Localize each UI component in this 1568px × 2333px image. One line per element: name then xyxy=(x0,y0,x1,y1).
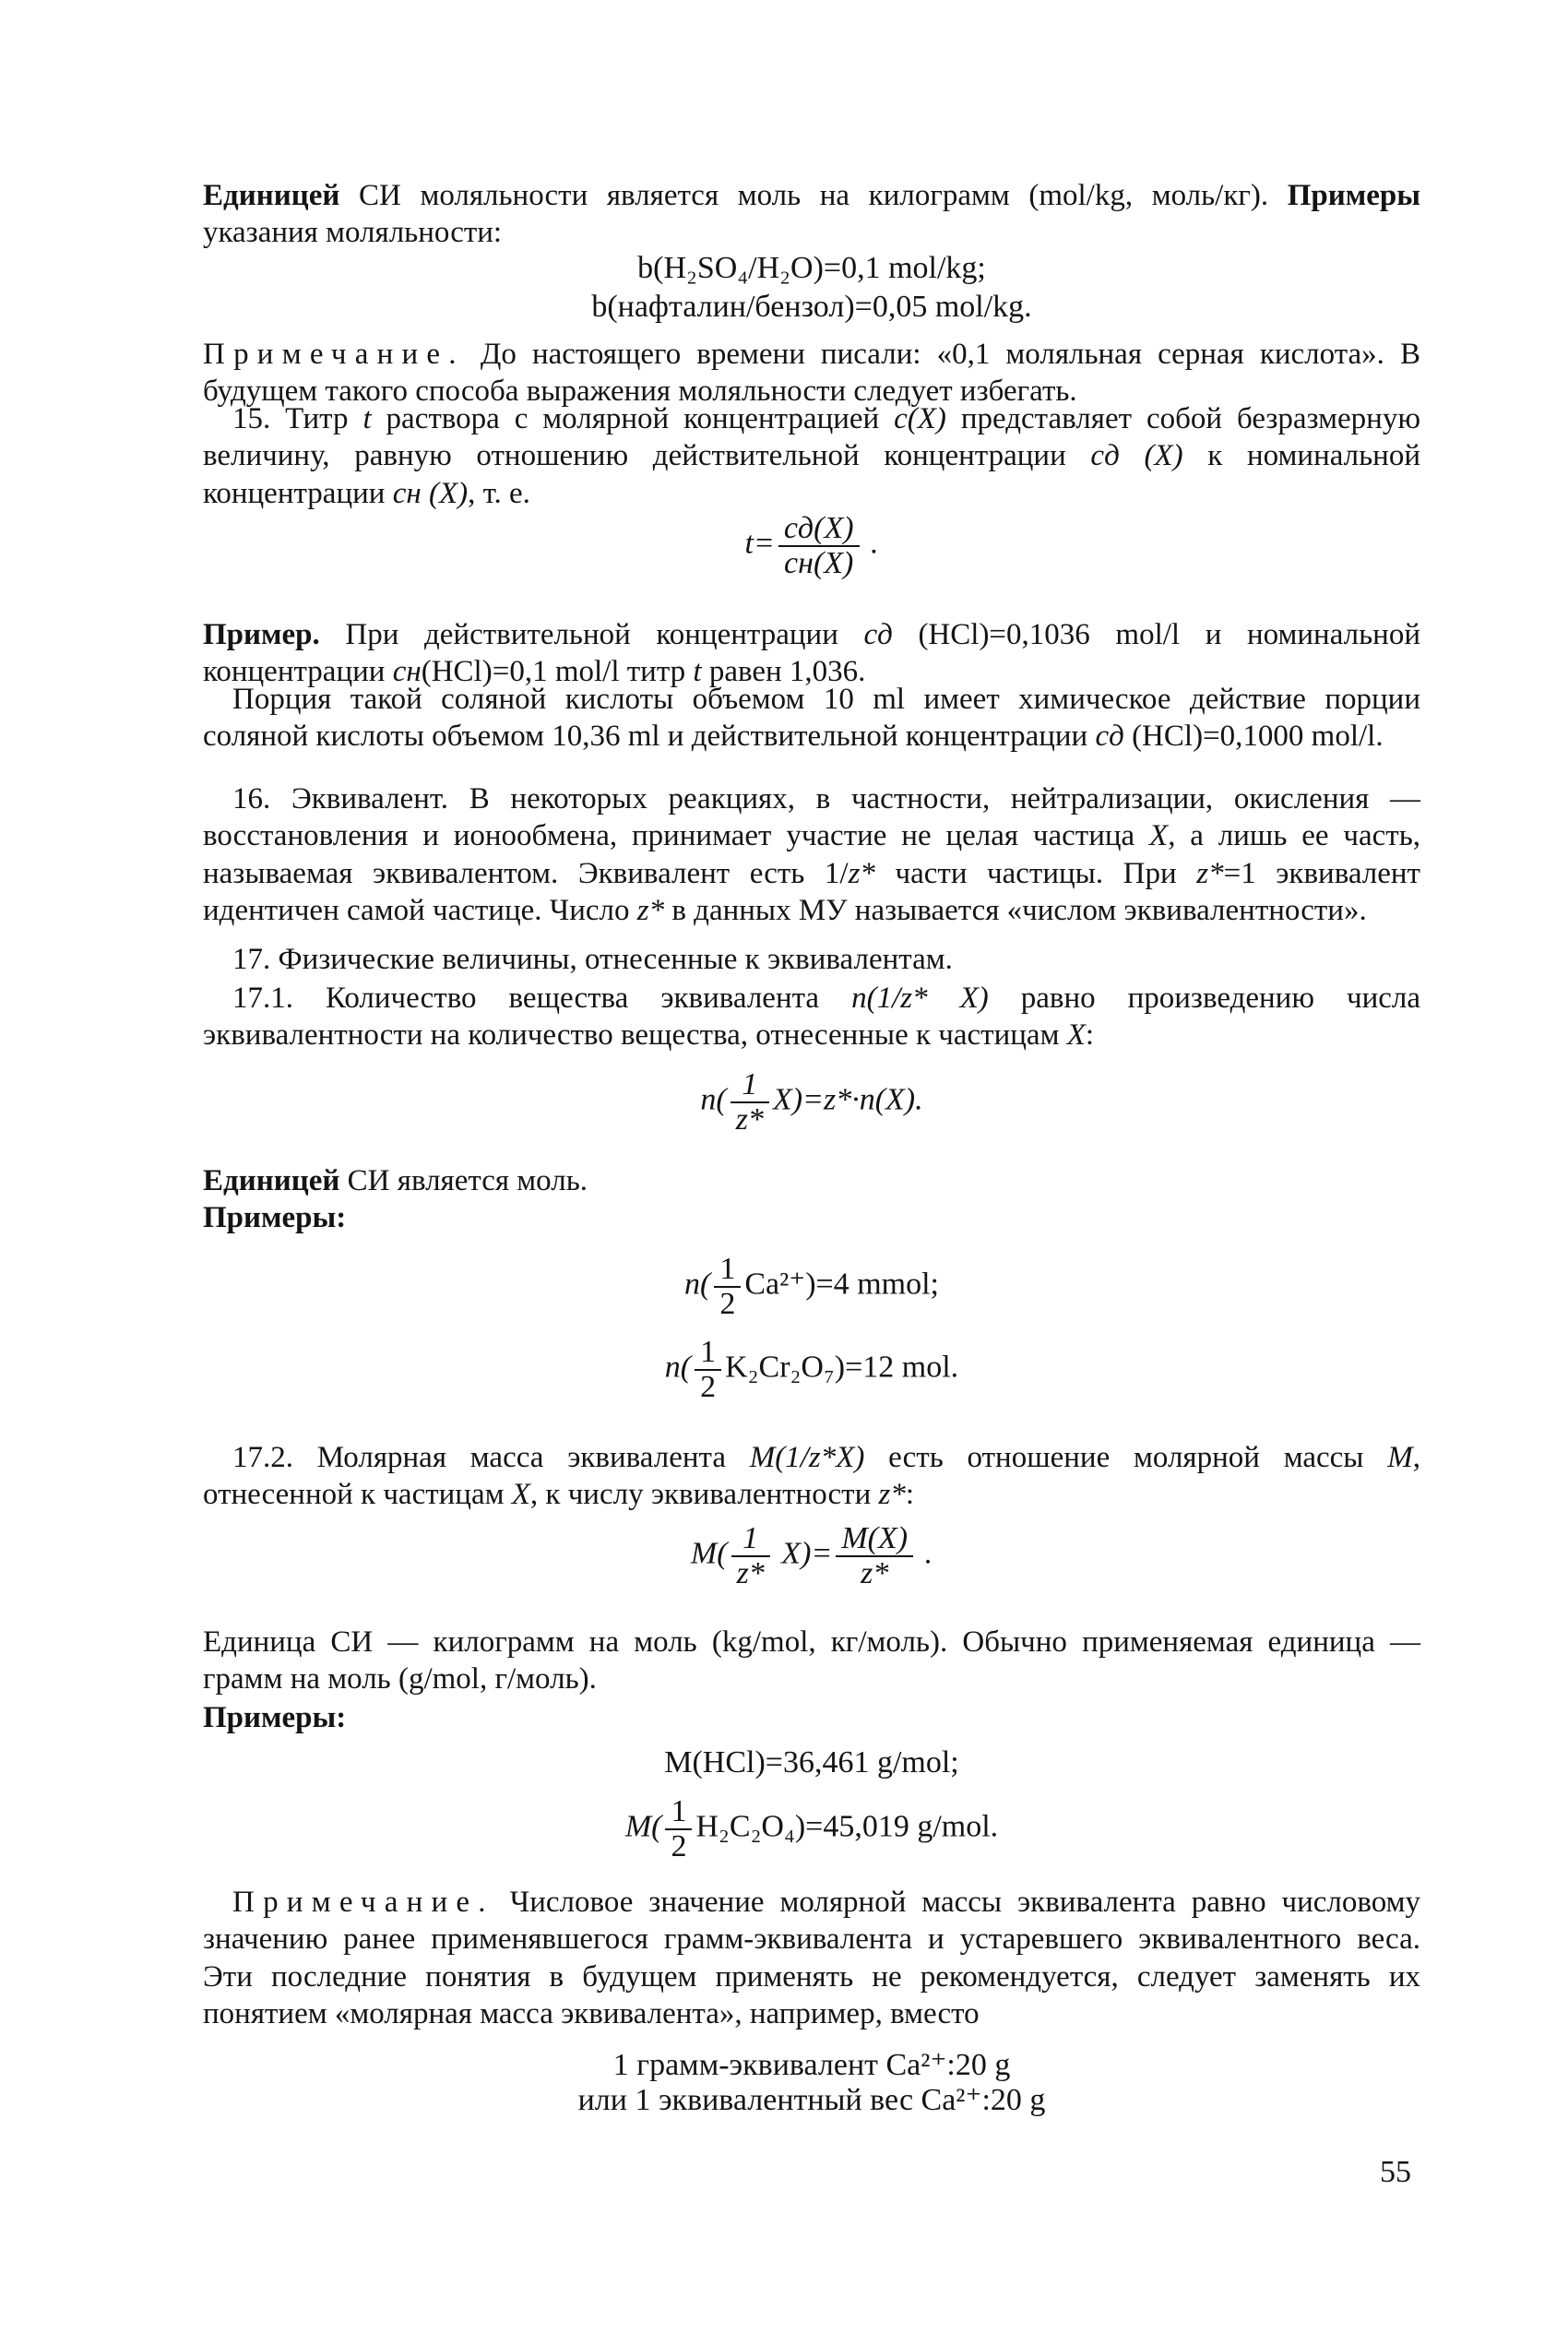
paragraph-portion xyxy=(203,681,1420,756)
text-run: Примечание. xyxy=(203,338,465,371)
text-run: (HCl)=0,1 mol/l титр xyxy=(421,655,694,689)
text-run: =1 эквивалент идентичен самой частице. Число xyxy=(203,856,1420,927)
text-run: X xyxy=(1066,1018,1086,1053)
text-run: 15. Титр xyxy=(232,402,363,435)
formula-molar-mass-example-1: M(HCl)=36,461 g/mol; xyxy=(664,1745,959,1780)
fraction xyxy=(714,1253,741,1320)
text-run: cн (X) xyxy=(392,476,469,510)
text-run: Пример. xyxy=(203,618,320,651)
text-run: есть отношение молярной массы xyxy=(864,1441,1388,1474)
fraction-denominator: z* xyxy=(736,1555,765,1590)
fraction-numerator: 1 xyxy=(665,1795,692,1830)
text-run: , а лишь ее часть, называемая эквивалентом. Эквивалент есть 1/ xyxy=(203,819,1420,890)
fraction-denominator: 2 xyxy=(671,1828,687,1863)
text-run: M xyxy=(1387,1441,1413,1474)
fraction xyxy=(731,1068,769,1136)
text-run: Примеры xyxy=(1287,179,1420,212)
text-run: t xyxy=(693,655,702,689)
paragraph-section-17-2 xyxy=(203,1439,1420,1514)
text-run: к номинальной концентрации xyxy=(203,439,1421,510)
text-run: (HCl)=0,1000 mol/l. xyxy=(1123,720,1384,754)
formula-amount-equivalent xyxy=(203,1068,1420,1136)
text-run: Числовое значение молярной массы эквивалента равно числовому значению ранее применявшегося грамм-эквивалента и устаревшего эквивалентного веса. Эти последние понятия в будущем применять не рекомендуется, следует заменять их понятием «молярная масса эквивалента», например, вместо xyxy=(203,1886,1420,2030)
text-run: 16. Эквивалент. В некоторых реакциях, в частности, нейтрализации, окисления — восстановления и ионообмена, принимает участие не целая частица xyxy=(203,782,1420,853)
text-run: указания моляльности: xyxy=(203,216,503,250)
text-run: z* xyxy=(1196,856,1224,890)
formula-titre xyxy=(203,512,1420,579)
text-run: 17.2. Молярная масса эквивалента xyxy=(232,1441,750,1474)
fraction-numerator: cд(X) xyxy=(778,512,860,547)
formula-equivalent-weight: или 1 эквивалентный вес Ca²⁺:20 g xyxy=(577,2083,1046,2117)
fraction-numerator: 1 xyxy=(731,1068,769,1103)
formula-amount-example-2 xyxy=(203,1336,1420,1403)
text-run: равно произведению числа эквивалентности на количество вещества, отнесенные к частицам xyxy=(203,982,1420,1053)
formula-molar-mass-example-2 xyxy=(203,1795,1420,1863)
paragraph-section-16 xyxy=(203,780,1420,929)
heading-examples-1: Примеры: xyxy=(203,1201,347,1234)
text-run: , к числу эквивалентности xyxy=(529,1478,879,1512)
formula-lhs: n( xyxy=(700,1082,727,1117)
paragraph-si-molality xyxy=(203,177,1420,252)
fraction xyxy=(695,1336,721,1403)
paragraph-note-2 xyxy=(203,1884,1420,2032)
fraction-denominator: 2 xyxy=(700,1369,717,1404)
formula-molality-2: b(нафталин/бензол)=0,05 mol/kg. xyxy=(591,290,1032,324)
paragraph-unit-mol xyxy=(203,1162,1420,1199)
formula-lhs: n( xyxy=(683,1267,711,1302)
text-run: X xyxy=(511,1478,530,1512)
fraction-denominator: 2 xyxy=(719,1286,736,1321)
formula-rhs: X)=z*·n(X). xyxy=(772,1082,923,1117)
formula-titre-lhs: t= xyxy=(744,526,775,561)
paragraph-section-17-1 xyxy=(203,980,1420,1054)
text-run: Единица СИ — килограмм на моль (kg/mol, кг/моль). Обычно применяемая единица — грамм на моль (g/mol, г/моль). xyxy=(203,1625,1420,1696)
fraction xyxy=(731,1522,770,1589)
fraction-numerator: M(X) xyxy=(836,1522,913,1557)
formula-lhs: n( xyxy=(664,1350,692,1385)
text-run: 17.1. Количество вещества эквивалента xyxy=(232,982,852,1015)
fraction-denominator: cн(X) xyxy=(784,545,854,580)
formula-molar-mass-equivalent xyxy=(203,1522,1420,1589)
paragraph-section-15 xyxy=(203,400,1420,512)
text-run: : xyxy=(905,1478,915,1512)
text-run: , т. е. xyxy=(468,476,530,510)
text-run: t xyxy=(362,402,372,435)
fraction xyxy=(778,512,860,579)
formula-lhs: M( xyxy=(690,1536,728,1571)
fraction xyxy=(836,1522,913,1589)
text-run: СИ является моль. xyxy=(339,1164,588,1197)
text-run: равен 1,036. xyxy=(701,655,866,689)
formula-lhs: M( xyxy=(624,1809,662,1844)
formula-gram-equivalent: 1 грамм-эквивалент Ca²⁺:20 g xyxy=(612,2048,1011,2082)
formula-rhs: H₂C₂O₄)=45,019 g/mol. xyxy=(695,1809,999,1844)
formula-rhs: K₂Cr₂O₇)=12 mol. xyxy=(725,1350,959,1385)
text-run: Порция такой соляной кислоты объемом 10 ml имеет химическое действие порции соляной кислоты объемом 10,36 ml и действительной концентрации xyxy=(203,683,1420,754)
text-run: z* xyxy=(878,1478,906,1512)
paragraph-section-17 xyxy=(203,941,1420,978)
heading-examples-2: Примеры: xyxy=(203,1701,347,1734)
formula-mid: X)= xyxy=(773,1536,833,1571)
fraction-denominator: z* xyxy=(861,1555,889,1590)
paragraph-note-1 xyxy=(203,336,1420,411)
text-run: раствора с молярной концентрацией xyxy=(371,402,895,435)
text-run: СИ моляльности является моль на килограмм (mol/kg, моль/кг). xyxy=(339,179,1288,212)
paragraph-example-titre xyxy=(203,616,1420,691)
fraction-numerator: 1 xyxy=(695,1336,721,1371)
text-run: X xyxy=(1149,819,1169,853)
text-run: cн xyxy=(392,655,422,689)
text-run: При действительной концентрации xyxy=(319,618,864,651)
text-run: (HCl)=0,1036 mol/l и номинальной концентрации xyxy=(203,618,1420,689)
fraction-denominator: z* xyxy=(735,1101,764,1137)
text-run: cд xyxy=(1095,720,1124,754)
formula-molality-1: b(H₂SO₄/H₂O)=0,1 mol/kg; xyxy=(637,251,986,285)
fraction-numerator: 1 xyxy=(731,1522,770,1557)
paragraph-unit-kg xyxy=(203,1624,1420,1698)
text-run: Единицей xyxy=(203,1164,340,1197)
formula-titre-tail: . xyxy=(862,526,879,561)
text-run: M(1/z*X) xyxy=(749,1441,865,1474)
page-number: 55 xyxy=(1380,2155,1411,2189)
text-run: представляет собой безразмерную величину, равную отношению действительной концентрации xyxy=(203,402,1420,473)
text-run: n(1/z* X) xyxy=(851,982,989,1015)
text-run: z* xyxy=(848,856,875,890)
text-run: , отнесенной к частицам xyxy=(203,1441,1420,1512)
text-run: 17. Физические величины, отнесенные к эквивалентам. xyxy=(232,943,953,976)
text-run: Единицей xyxy=(203,179,340,212)
text-run: cд xyxy=(863,618,893,651)
text-run: c(X) xyxy=(894,402,946,435)
fraction-numerator: 1 xyxy=(714,1253,741,1288)
text-run: части частицы. При xyxy=(874,856,1197,890)
formula-amount-example-1 xyxy=(203,1253,1420,1320)
text-run: cд (X) xyxy=(1090,439,1183,473)
text-run: До настоящего времени писали: «0,1 моляльная серная кислота». В будущем такого способа выражения моляльности следует избегать. xyxy=(203,338,1420,409)
text-run: : xyxy=(1085,1018,1095,1053)
formula-tail: . xyxy=(917,1536,933,1571)
text-run: z* xyxy=(636,893,665,927)
text-run: Примечание. xyxy=(232,1886,494,1919)
fraction xyxy=(665,1795,692,1863)
formula-rhs: Ca²⁺)=4 mmol; xyxy=(744,1267,940,1302)
text-run: в данных МУ называется «числом эквивалентности». xyxy=(664,893,1367,927)
